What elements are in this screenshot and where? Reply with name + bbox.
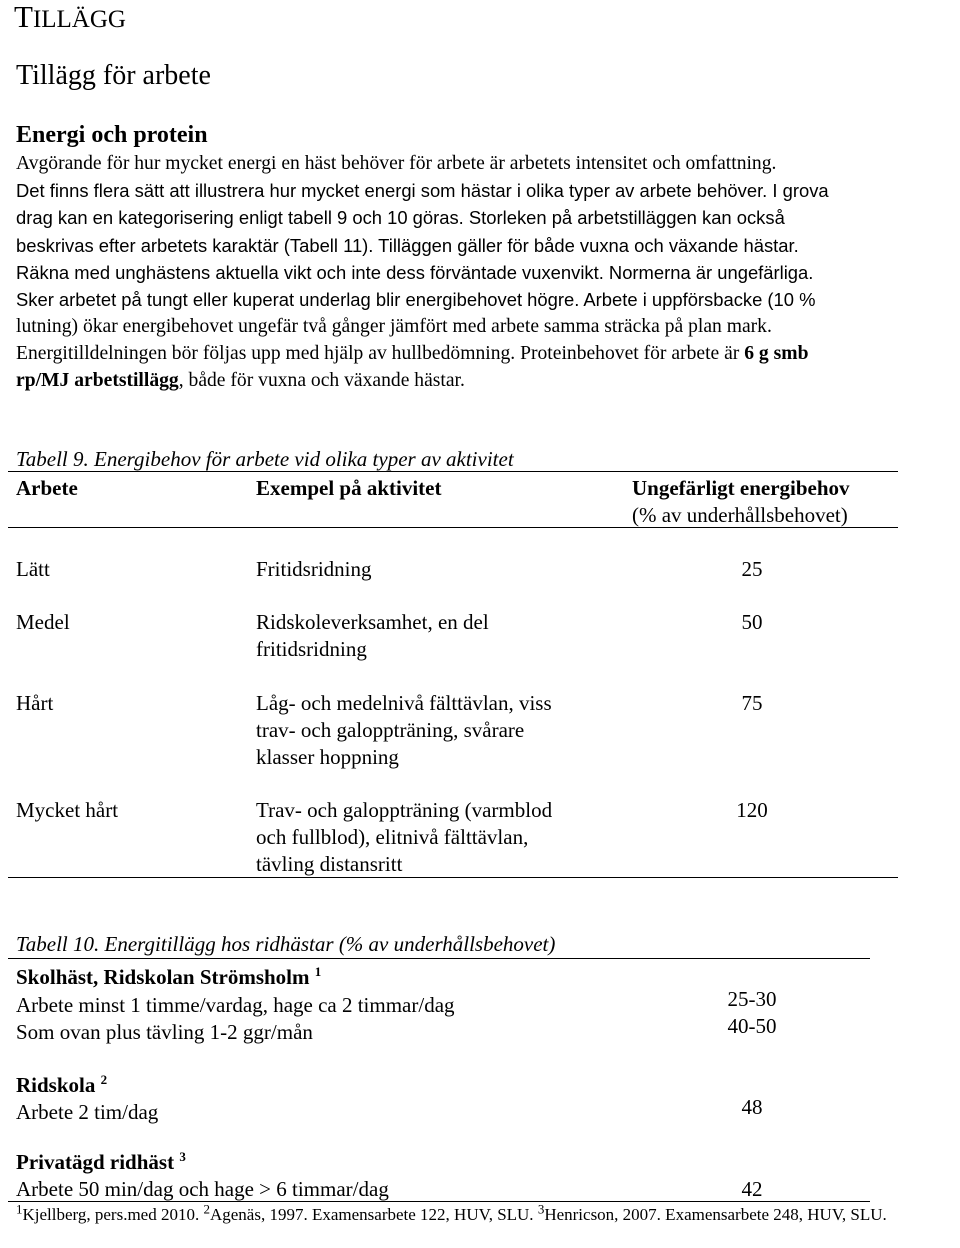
table10-group-title <box>16 1072 107 1099</box>
table9-row-exempel: Trav- och galoppträning (varmblod <box>256 798 553 822</box>
table10-group-title <box>16 964 321 991</box>
table9-row-exempel: Låg- och medelnivå fälttävlan, viss <box>256 691 552 715</box>
paragraph-line: drag kan en kategorisering enligt tabell 9 och 10 göras. Storleken på arbetstilläggen kan också <box>16 207 785 228</box>
paragraph-line <box>16 340 960 367</box>
table9-top-rule <box>8 471 898 472</box>
table10-group-title <box>16 1149 186 1176</box>
table9-header-rule <box>8 527 898 528</box>
protein-unit: rp/MJ arbetstillägg <box>16 370 179 391</box>
paragraph-line: Sker arbetet på tungt eller kuperat underlag blir energibehovet högre. Arbete i uppförsbacke (10 % <box>16 289 816 310</box>
table10-row-value: 40-50 <box>727 1014 777 1038</box>
table9-row-exempel: klasser hoppning <box>256 745 399 769</box>
table9-row-arbete: Mycket hårt <box>16 798 119 822</box>
footnote-text: Kjellberg, pers.med 2010. <box>22 1205 204 1224</box>
table10-row-value: 48 <box>741 1095 763 1119</box>
table9-row-arbete: Medel <box>16 610 70 634</box>
table9-caption: Tabell 9. Energibehov för arbete vid olika typer av aktivitet <box>16 447 514 471</box>
table9-row-exempel: trav- och galoppträning, svårare <box>256 718 525 742</box>
table9-header-arbete: Arbete <box>16 476 78 500</box>
group-title-text: Skolhäst, Ridskolan Strömsholm <box>16 965 310 989</box>
footnote-text: Henricson, 2007. Examensarbete 248, HUV, SLU. <box>544 1205 887 1224</box>
group-title-text: Privatägd ridhäst <box>16 1150 175 1174</box>
table9-row-arbete: Hårt <box>16 691 54 715</box>
table10-row-label: Arbete 2 tim/dag <box>16 1100 159 1124</box>
body-paragraph <box>16 150 960 394</box>
table10-top-rule <box>8 958 870 959</box>
table10-row-label: Arbete 50 min/dag och hage > 6 timmar/dag <box>16 1177 389 1201</box>
paragraph-text: , både för vuxna och växande hästar. <box>178 370 465 391</box>
footnote-ref: 3 <box>179 1149 186 1164</box>
table9-row-exempel: tävling distansritt <box>256 852 403 876</box>
footnotes <box>16 1203 946 1226</box>
table9-row-value: 75 <box>741 691 763 715</box>
table9-bottom-rule <box>8 877 898 878</box>
table9-row-exempel: och fullblod), elitnivå fälttävlan, <box>256 825 529 849</box>
table10-row-label: Arbete minst 1 timme/vardag, hage ca 2 timmar/dag <box>16 993 455 1017</box>
paragraph-line: Avgörande för hur mycket energi en häst behöver för arbete är arbetets intensitet och omfattning. <box>16 153 777 174</box>
paragraph-line <box>16 367 960 394</box>
paragraph-line: beskrivas efter arbetets karaktär (Tabell 11). Tilläggen gäller för både vuxna och växande hästar. <box>16 235 799 256</box>
page-title: Tillägg för arbete <box>16 60 211 91</box>
section-header <box>14 0 126 37</box>
table10-row-label: Som ovan plus tävling 1-2 ggr/mån <box>16 1020 313 1044</box>
table9-row-exempel: Ridskoleverksamhet, en del <box>256 610 489 634</box>
paragraph-line: lutning) ökar energibehovet ungefär två gånger jämfört med arbete samma sträcka på plan mark. <box>16 316 772 337</box>
table10-bottom-rule <box>8 1201 870 1202</box>
table9-row-value: 25 <box>741 557 763 581</box>
header-rest: ILLÄGG <box>32 6 126 33</box>
table10-row-value: 42 <box>741 1177 763 1201</box>
table9-header-unit: (% av underhållsbehovet) <box>632 503 848 527</box>
table9-row-value: 50 <box>741 610 763 634</box>
paragraph-line: Räkna med unghästens aktuella vikt och inte dess förväntade vuxenvikt. Normerna är ungefärliga. <box>16 262 814 283</box>
table9-row-value: 120 <box>736 798 768 822</box>
table9-row-arbete: Lätt <box>16 557 50 581</box>
paragraph-line: Det finns flera sätt att illustrera hur mycket energi som hästar i olika typer av arbete behöver. I grova <box>16 180 829 201</box>
table10-caption: Tabell 10. Energitillägg hos ridhästar (% av underhållsbehovet) <box>16 932 556 956</box>
table10-row-value: 25-30 <box>727 987 777 1011</box>
table9-header-energibehov: Ungefärligt energibehov <box>632 476 850 500</box>
protein-value: 6 g smb <box>744 343 809 364</box>
section-subtitle: Energi och protein <box>16 122 208 148</box>
header-initial: T <box>14 0 33 34</box>
footnote-number: 3 <box>537 1201 545 1217</box>
table9-row-exempel: fritidsridning <box>256 637 367 661</box>
paragraph-text: Energitilldelningen bör följas upp med hjälp av hullbedömning. Proteinbehovet för arbete är <box>16 343 745 364</box>
footnote-number: 2 <box>203 1201 210 1217</box>
footnote-ref: 2 <box>100 1072 108 1087</box>
footnote-text: Agenäs, 1997. Examensarbete 122, HUV, SLU. <box>209 1205 538 1224</box>
table9-row-exempel: Fritidsridning <box>256 557 372 581</box>
table9-header-exempel: Exempel på aktivitet <box>256 476 442 500</box>
footnote-ref: 1 <box>314 964 322 979</box>
footnote-number: 1 <box>16 1201 23 1217</box>
group-title-text: Ridskola <box>16 1073 96 1097</box>
